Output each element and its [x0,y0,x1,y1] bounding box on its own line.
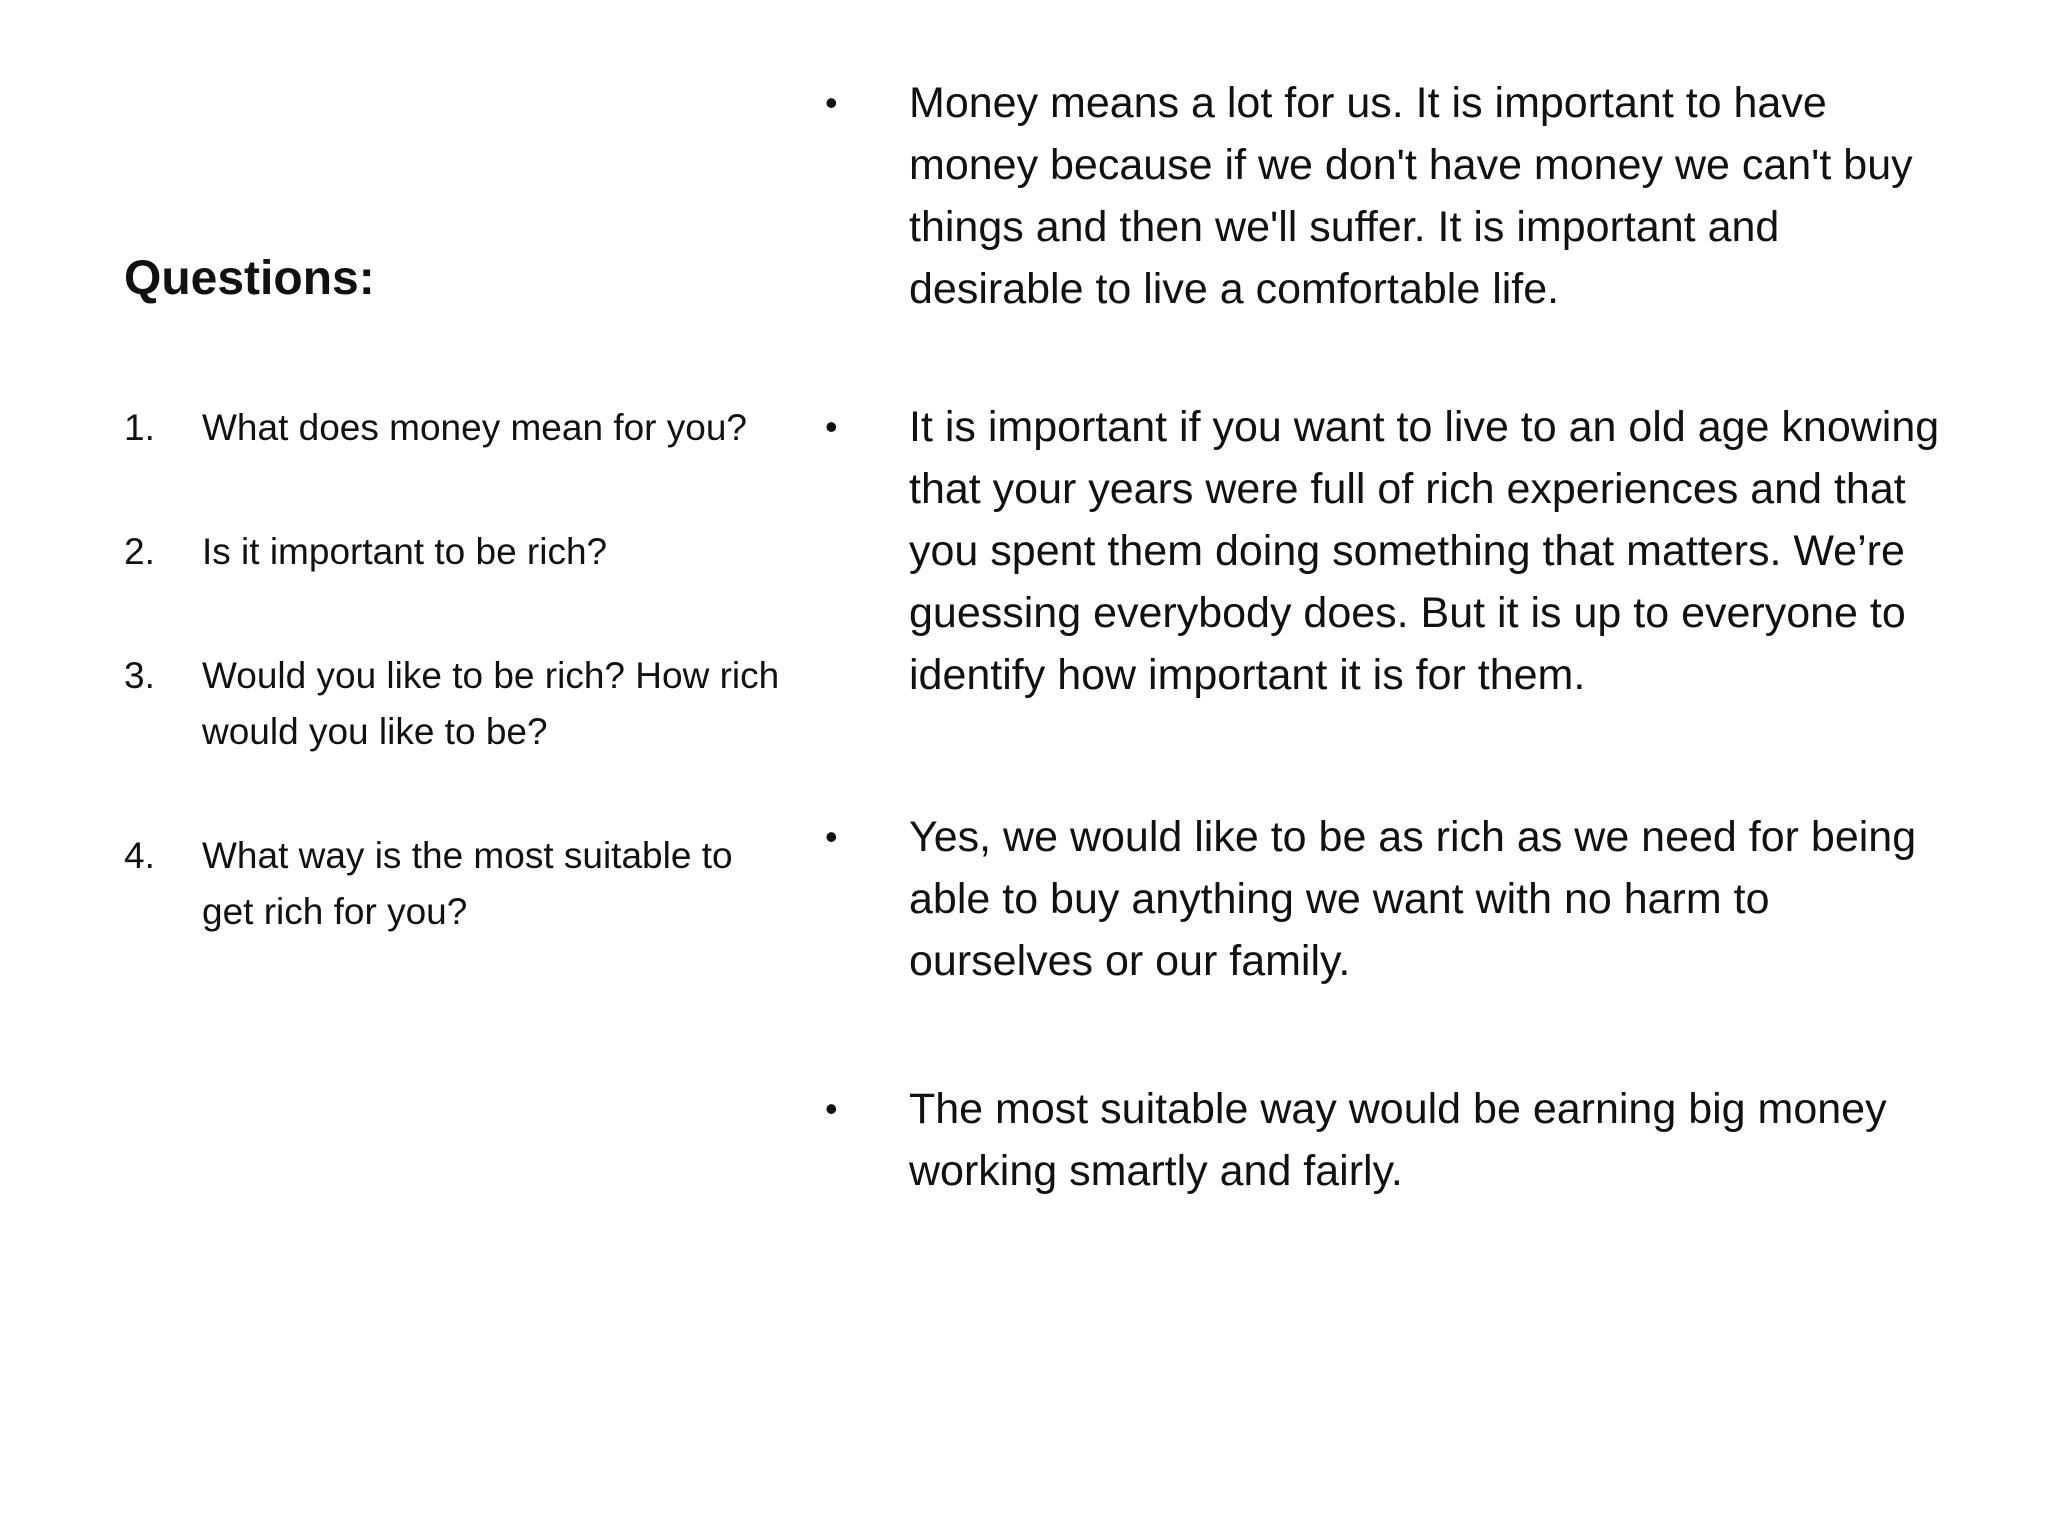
question-item-4 [124,828,784,940]
bullet-icon: • [825,406,838,447]
bullet-icon: • [825,82,838,123]
bullet-icon: • [825,1088,838,1129]
question-number: 3. [124,655,155,696]
question-text: What does money mean for you? [202,407,748,448]
questions-list [124,400,784,940]
question-number: 1. [124,407,155,448]
answers-list [825,72,1955,1202]
answer-item-3 [825,806,1955,992]
question-text: Would you like to be rich? How rich would you like to be? [202,655,780,752]
question-item-2 [124,524,784,580]
answer-text: It is important if you want to live to an old age knowing that your years were full of rich experiences and that you spent them doing something that matters. We’re guessing everybody does. But it is up to everyone to identify how important it is for them. [909,403,1940,699]
question-number: 4. [124,835,155,876]
answer-item-4 [825,1078,1955,1202]
answer-text: The most suitable way would be earning big money working smartly and fairly. [909,1085,1887,1195]
answer-item-2 [825,396,1955,706]
answer-item-1 [825,72,1955,320]
question-number: 2. [124,531,155,572]
question-item-1 [124,400,784,456]
question-item-3 [124,648,784,760]
questions-heading: Questions: [124,252,375,305]
bullet-icon: • [825,816,838,857]
answer-text: Money means a lot for us. It is important to have money because if we don't have money we can't buy things and then we'll suffer. It is important and desirable to live a comfortable life. [909,79,1913,313]
answer-text: Yes, we would like to be as rich as we need for being able to buy anything we want with no harm to ourselves or our family. [909,813,1917,985]
question-text: What way is the most suitable to get rich for you? [202,835,733,932]
question-text: Is it important to be rich? [202,531,608,572]
